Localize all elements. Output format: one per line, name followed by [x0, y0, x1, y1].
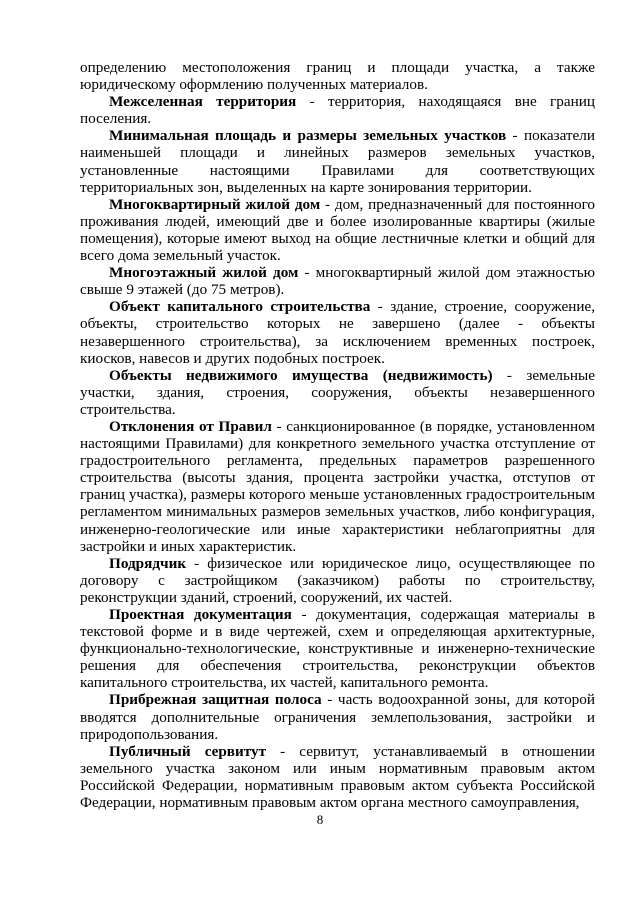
definition-text: - показатели наименьшей площади и линейных размеров земельных участков, установленные настоящими Правилами для соответствующих территориальных зон, выделенных на карте зонирования территории. — [80, 127, 595, 196]
definition-paragraph — [80, 691, 595, 742]
definition-text: - документация, содержащая материалы в текстовой форме и в виде чертежей, схем и определяющая архитектурные, функционально-технологические, конструктивные и инженерно-технические решения для обеспечения строительства, реконструкции объектов капитального строительства, их частей, капитального ремонта. — [80, 606, 595, 692]
definition-paragraph — [80, 264, 595, 298]
definition-paragraph — [80, 606, 595, 691]
definition-paragraph — [80, 555, 595, 606]
intro-paragraph: определению местоположения границ и площади участка, а также юридическому оформлению полученных материалов. — [80, 59, 595, 94]
definition-term: Объекты недвижимого имущества (недвижимость) — [109, 366, 493, 384]
definition-term: Минимальная площадь и размеры земельных участков — [109, 127, 507, 145]
definition-text: - физическое или юридическое лицо, осуществляющее по договору с застройщиком (заказчиком) работы по строительству, реконструкции зданий, строений, сооружений, их частей. — [80, 554, 595, 606]
definition-term: Прибрежная защитная полоса — [109, 691, 322, 709]
definition-text: - территория, находящаяся вне границ поселения. — [80, 93, 595, 128]
definition-term: Проектная документация — [109, 606, 292, 623]
page-number: 8 — [316, 812, 324, 827]
definition-term: Многоквартирный жилой дом — [109, 195, 321, 213]
definition-term: Многоэтажный жилой дом — [109, 264, 299, 282]
definition-term: Межселенная территория — [109, 93, 297, 111]
definition-text: - часть водоохранной зоны, для которой вводятся дополнительные ограничения землепользования, застройки и природопользования. — [80, 691, 595, 743]
definition-text: - многоквартирный жилой дом этажностью свыше 9 этажей (до 75 метров). — [80, 264, 595, 299]
definition-text: - земельные участки, здания, строения, сооружения, объекты незавершенного строительства. — [80, 366, 595, 418]
definition-paragraph — [80, 298, 595, 366]
definition-text: - дом, предназначенный для постоянного проживания людей, имеющий две и более изолированные квартиры (жилые помещения), которые имеют выход на общие лестничные клетки и общий для всего дома земельный участок. — [80, 195, 596, 265]
definition-paragraph — [80, 418, 595, 555]
definition-term: Публичный сервитут — [109, 742, 267, 760]
definition-paragraph — [80, 743, 595, 811]
definition-text: - здание, строение, сооружение, объекты, строительство которых не завершено (далее - объекты незавершенного строительства), за исключением временных построек, киосков, навесов и других подобных построек. — [80, 298, 595, 367]
document-body — [80, 59, 595, 811]
definition-paragraph — [80, 93, 595, 127]
definition-term: Подрядчик — [109, 554, 187, 572]
definition-paragraph — [80, 127, 595, 195]
definition-paragraph — [80, 196, 595, 264]
definition-term: Отклонения от Правил — [109, 417, 272, 435]
definition-text: - сервитут, устанавливаемый в отношении земельного участка законом или иным нормативным правовым актом Российской Федерации, нормативным правовым актом субъекта Российской Федерации, нормативным правовым актом органа местного самоуправления, — [80, 742, 595, 812]
definition-term: Объект капитального строительства — [109, 298, 371, 316]
definition-text: - санкционированное (в порядке, установленном настоящими Правилами) для конкретного земельного участка отступление от градостроительного регламента, предельных параметров разрешенного строительства (высоты здания, процента застройки участка, отступов от границ участка), размеры которого меньше установленных градостроительным регламентом минимальных размеров земельных участков, либо конфигурация, инженерно-геологические или иные характеристики неблагоприятны для застройки и иных характеристик. — [80, 417, 595, 555]
definition-paragraph — [80, 367, 595, 418]
